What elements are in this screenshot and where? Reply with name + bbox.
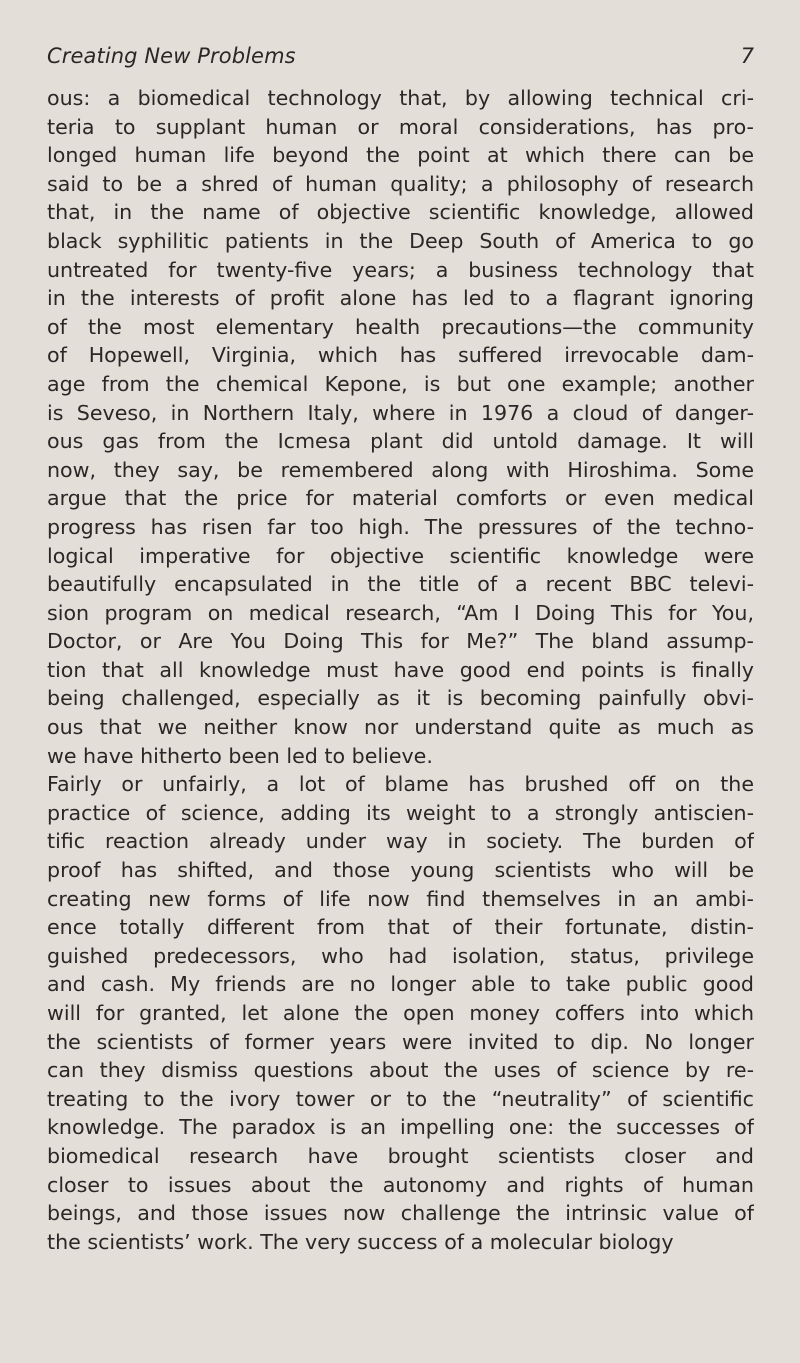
text-line: teria to supplant human or moral considerations, has pro-	[47, 114, 754, 139]
text-line: of Hopewell, Virginia, which has suffered irrevocable dam-	[47, 343, 754, 368]
text-line: in the interests of profit alone has led to a flagrant ignoring	[47, 286, 754, 311]
text-line: we have hitherto been led to believe.	[47, 743, 433, 768]
running-head	[47, 44, 754, 74]
running-title: Creating New Problems	[47, 44, 296, 68]
text-line: ous that we neither know nor understand quite as much as	[47, 715, 754, 740]
text-line: black syphilitic patients in the Deep South of America to go	[47, 228, 754, 253]
text-line: ence totally different from that of their fortunate, distin-	[47, 915, 754, 940]
text-line: the scientists of former years were invited to dip. No longer	[47, 1029, 754, 1054]
text-line: tific reaction already under way in society. The burden of	[47, 829, 754, 854]
text-line: sion program on medical research, “Am I Doing This for You,	[47, 600, 754, 625]
text-line: progress has risen far too high. The pressures of the techno-	[47, 514, 754, 539]
text-line: being challenged, especially as it is becoming painfully obvi-	[47, 686, 754, 711]
text-line: ous: a biomedical technology that, by allowing technical cri-	[47, 86, 754, 110]
text-line: treating to the ivory tower or to the “neutrality” of scientific	[47, 1086, 754, 1111]
page-number: 7	[740, 44, 754, 68]
text-line: can they dismiss questions about the uses of science by re-	[47, 1058, 754, 1083]
text-line: is Seveso, in Northern Italy, where in 1976 a cloud of danger-	[47, 400, 754, 425]
text-line: guished predecessors, who had isolation, status, privilege	[47, 943, 754, 968]
paragraph	[47, 770, 754, 1256]
text-line: of the most elementary health precautions—the community	[47, 314, 754, 339]
text-line: beings, and those issues now challenge the intrinsic value of	[47, 1201, 754, 1226]
text-line: creating new forms of life now find themselves in an ambi-	[47, 886, 754, 911]
text-line: the scientists’ work. The very success of a molecular biology	[47, 1229, 674, 1254]
text-line: proof has shifted, and those young scientists who will be	[47, 858, 754, 883]
paragraph	[47, 84, 754, 770]
text-line: longed human life beyond the point at which there can be	[47, 143, 754, 168]
text-line: biomedical research have brought scientists closer and	[47, 1143, 754, 1168]
text-line: practice of science, adding its weight to a strongly antiscien-	[47, 800, 754, 825]
text-line: beautifully encapsulated in the title of a recent BBC televi-	[47, 572, 754, 597]
text-line: ous gas from the Icmesa plant did untold damage. It will	[47, 429, 754, 454]
text-line: tion that all knowledge must have good end points is finally	[47, 657, 754, 682]
text-line: knowledge. The paradox is an impelling one: the successes of	[47, 1115, 754, 1140]
text-line: Fairly or unfairly, a lot of blame has brushed off on the	[47, 772, 754, 797]
text-line: will for granted, let alone the open money coffers into which	[47, 1001, 754, 1025]
text-line: now, they say, be remembered along with Hiroshima. Some	[47, 457, 754, 482]
text-line: said to be a shred of human quality; a philosophy of research	[47, 171, 754, 196]
text-line: argue that the price for material comforts or even medical	[47, 486, 754, 511]
text-line: closer to issues about the autonomy and rights of human	[47, 1172, 754, 1197]
text-line: age from the chemical Kepone, is but one example; another	[47, 371, 754, 396]
body-text	[47, 84, 754, 1256]
text-line: and cash. My friends are no longer able to take public good	[47, 972, 754, 997]
text-line: untreated for twenty-five years; a business technology that	[47, 257, 754, 282]
text-line: Doctor, or Are You Doing This for Me?” The bland assump-	[47, 629, 754, 654]
text-line: logical imperative for objective scientific knowledge were	[47, 543, 754, 568]
text-line: that, in the name of objective scientific knowledge, allowed	[47, 200, 754, 225]
